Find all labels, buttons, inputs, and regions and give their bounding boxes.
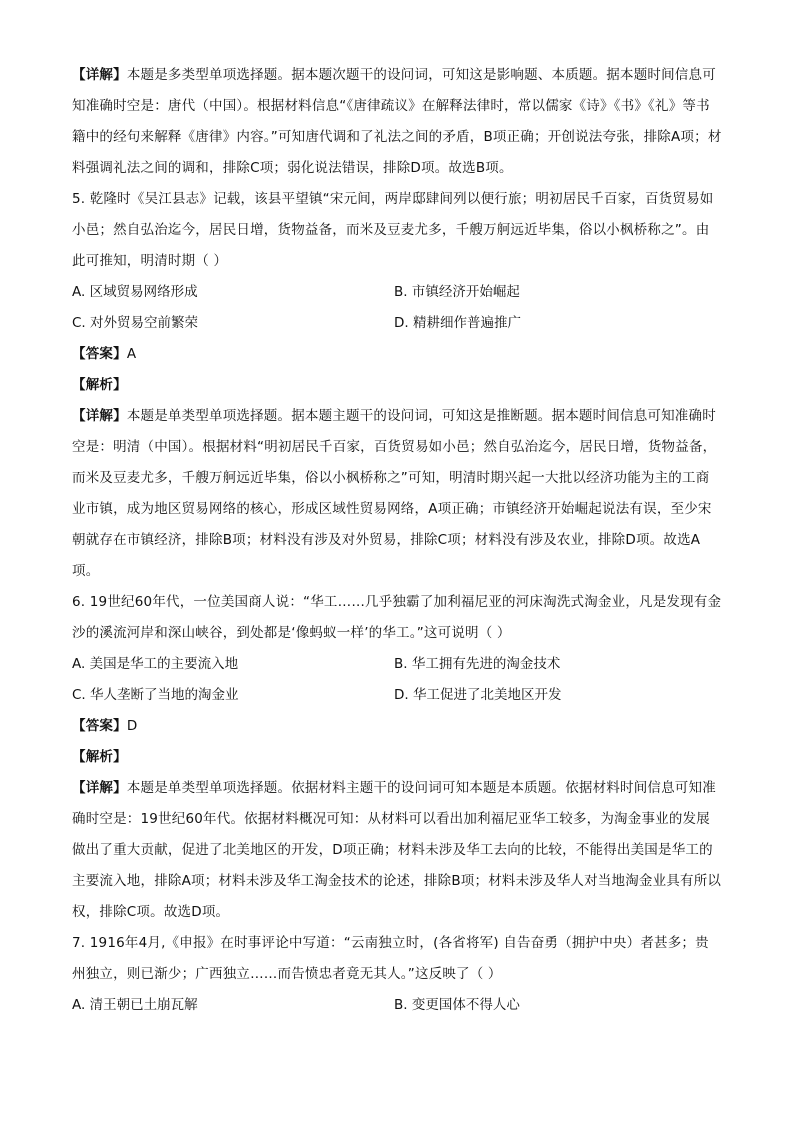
detail-tag: 【详解】 bbox=[72, 780, 127, 796]
q6-option-d: D. 华工促进了北美地区开发 bbox=[394, 687, 562, 703]
q5-answer bbox=[72, 339, 722, 370]
q5-detail bbox=[72, 401, 722, 587]
q6-options bbox=[72, 649, 722, 711]
detail-text: 本题是多类型单项选择题。据本题次题干的设问词，可知这是影响题、本质题。据本题时间信息可知准确时空是：唐代（中国）。根据材料信息“《唐律疏议》在解释法律时，常以儒家《诗》《书》《礼》等书籍中的经句来解释《唐律》内容。”可知唐代调和了礼法之间的矛盾，B项正确；开创说法夸张，排除A项；材料强调礼法之间的调和，排除C项；弱化说法错误，排除D项。故选B项。 bbox=[72, 67, 722, 176]
q5-stem: 5. 乾隆时《吴江县志》记载，该县平望镇“宋元间，两岸邸肆间列以便行旅；明初居民千百家，百货贸易如小邑；然自弘治迄今，居民日增，货物益备，而米及豆麦尤多，千艘万舸远近毕集，俗以小枫桥称之”。由此可推知，明清时期（ ） bbox=[72, 191, 714, 269]
q5-option-b: B. 市镇经济开始崛起 bbox=[394, 284, 520, 300]
detail-text: 本题是单类型单项选择题。据本题主题干的设问词，可知这是推断题。据本题时间信息可知准确时空是：明清（中国）。根据材料“明初居民千百家，百货贸易如小邑；然自弘治迄今，居民日增，货物益备，而米及豆麦尤多，千艘万舸远近毕集，俗以小枫桥称之”可知，明清时期兴起一大批以经济功能为主的工商业市镇，成为地区贸易网络的核心，形成区域性贸易网络，A项正确；市镇经济开始崛起说法有误，至少宋朝就存在市镇经济，排除B项；材料没有涉及对外贸易，排除C项；材料没有涉及农业，排除D项。故选A项。 bbox=[72, 408, 717, 579]
q5-analysis-heading bbox=[72, 370, 722, 401]
q7-options bbox=[72, 990, 722, 1021]
q5-option-a: A. 区域贸易网络形成 bbox=[72, 284, 198, 300]
q5-option-c: C. 对外贸易空前繁荣 bbox=[72, 315, 199, 331]
q5-options bbox=[72, 277, 722, 339]
q7-option-b: B. 变更国体不得人心 bbox=[394, 997, 520, 1013]
q6-option-c: C. 华人垄断了当地的淘金业 bbox=[72, 687, 239, 703]
q6-analysis-heading bbox=[72, 742, 722, 773]
q6-option-b: B. 华工拥有先进的淘金技术 bbox=[394, 656, 561, 672]
answer-value: A bbox=[126, 346, 137, 362]
q7-stem: 7. 1916年4月,《申报》在时事评论中写道：“云南独立时，(各省将军) 自告奋勇（拥护中央）者甚多；贵州独立，则已渐少；广西独立……而告愤忠者竟无其人。”这反映了（ ） bbox=[72, 935, 709, 982]
answer-value: D bbox=[126, 718, 138, 734]
q4-detail bbox=[72, 60, 722, 184]
q6-detail bbox=[72, 773, 722, 928]
q6-option-a: A. 美国是华工的主要流入地 bbox=[72, 656, 239, 672]
q6-stem: 6. 19世纪60年代，一位美国商人说：“华工……几乎独霸了加利福尼亚的河床淘洗式淘金业，凡是发现有金沙的溪流河岸和深山峡谷，到处都是‘像蚂蚁一样’的华工。”这可说明（ ） bbox=[72, 594, 722, 641]
answer-tag: 【答案】 bbox=[72, 718, 127, 734]
answer-tag: 【答案】 bbox=[72, 346, 127, 362]
analysis-tag: 【解析】 bbox=[72, 377, 127, 393]
document-page bbox=[72, 60, 722, 1021]
detail-tag: 【详解】 bbox=[72, 408, 127, 424]
detail-text: 本题是单类型单项选择题。依据材料主题干的设问词可知本题是本质题。依据材料时间信息可知准确时空是：19世纪60年代。依据材料概况可知：从材料可以看出加利福尼亚华工较多，为淘金事业的发展做出了重大贡献，促进了北美地区的开发，D项正确；材料未涉及华工去向的比较，不能得出美国是华工的主要流入地，排除A项；材料未涉及华工淘金技术的论述，排除B项；材料未涉及华人对当地淘金业具有所以权，排除C项。故选D项。 bbox=[72, 780, 722, 920]
q5-option-d: D. 精耕细作普遍推广 bbox=[394, 315, 521, 331]
q6-answer bbox=[72, 711, 722, 742]
q7-option-a: A. 清王朝已土崩瓦解 bbox=[72, 997, 198, 1013]
analysis-tag: 【解析】 bbox=[72, 749, 127, 765]
detail-tag: 【详解】 bbox=[72, 67, 127, 83]
